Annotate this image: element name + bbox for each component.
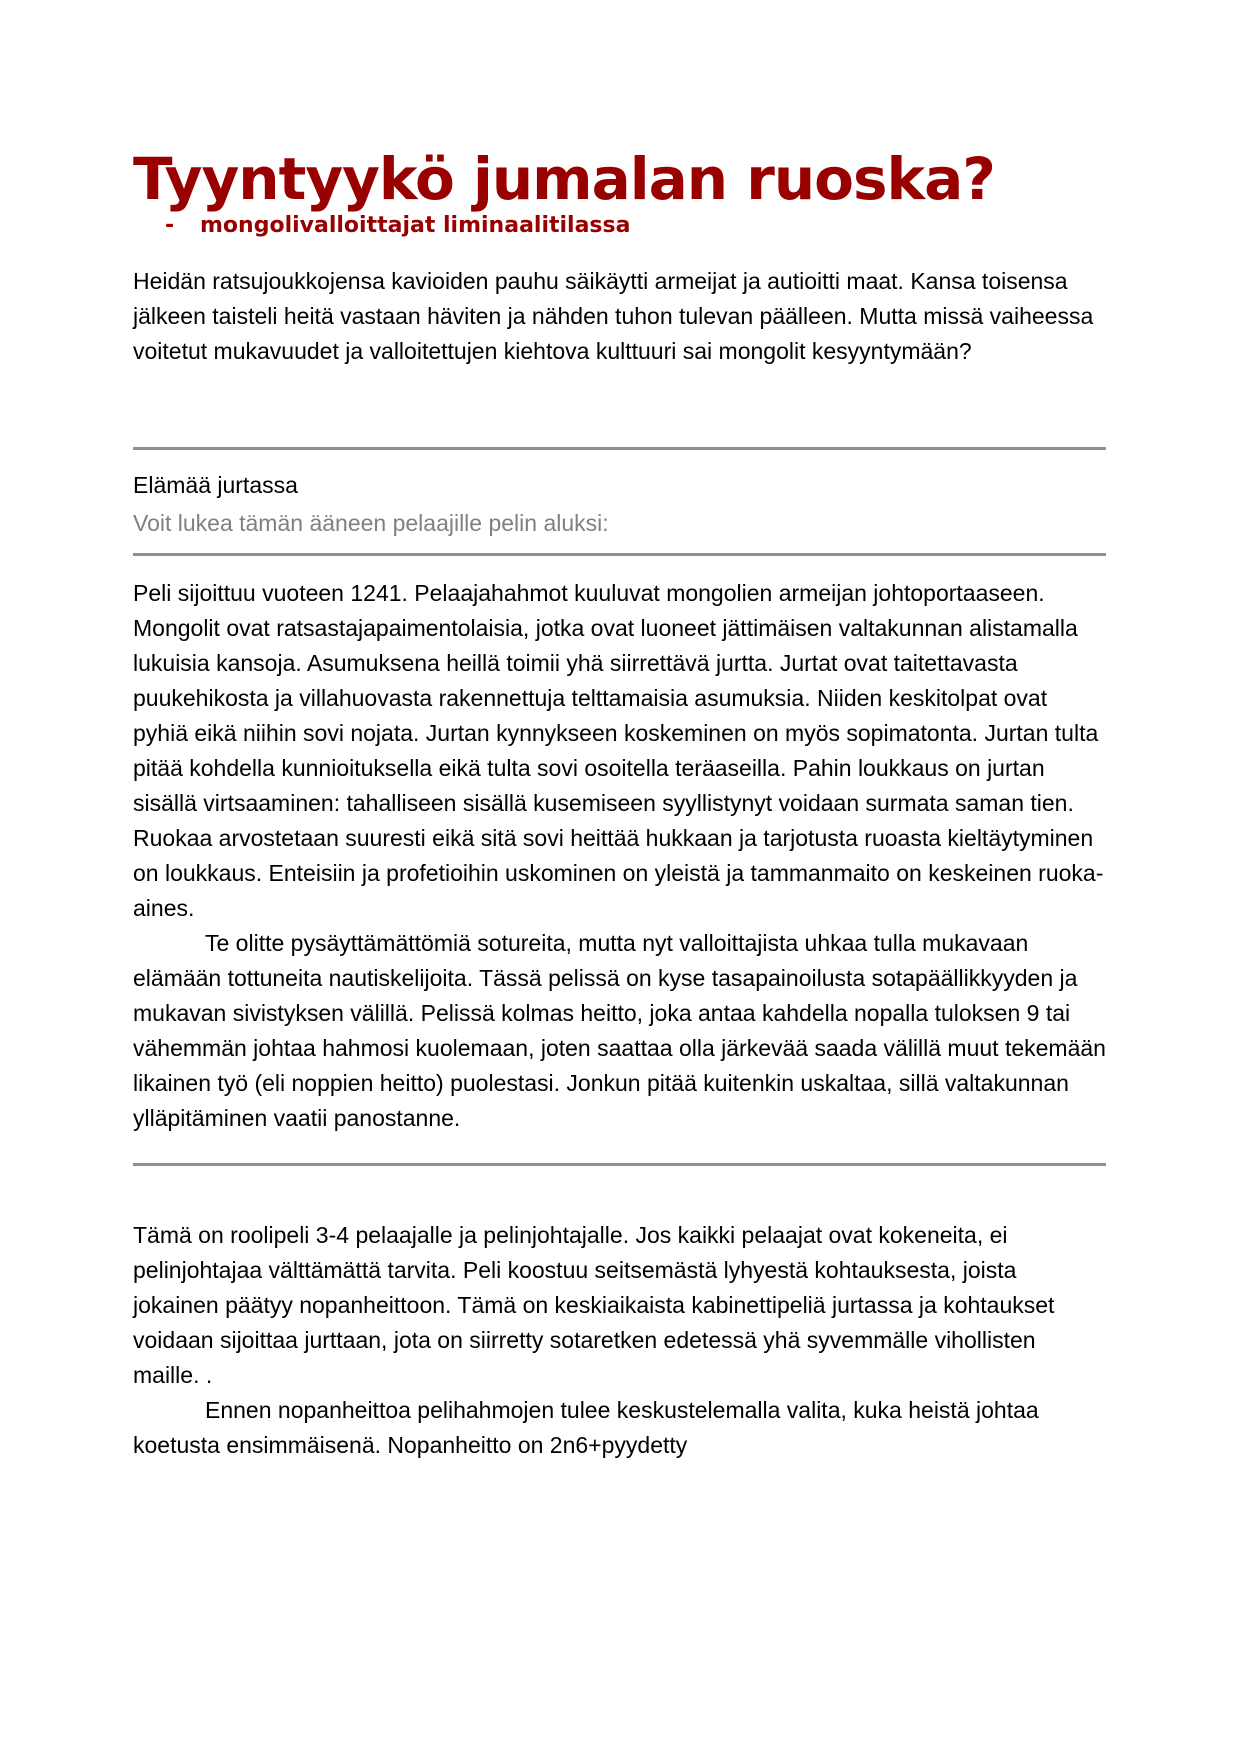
- section-divider-top: [133, 447, 1106, 450]
- document-title: Tyyntyykö jumalan ruoska?: [133, 145, 995, 213]
- document-subtitle: [133, 212, 1106, 240]
- subtitle-dash: -: [165, 213, 175, 238]
- outro-paragraph-1: Tämä on roolipeli 3-4 pelaajalle ja pelinjohtajalle. Jos kaikki pelaajat ovat kokeneita, ei pelinjohtajaa välttämättä tarvita. Peli koostuu seitsemästä lyhyestä kohtauksesta, joista jokainen päätyy nopanheittoon. Tämä on keskiaikaista kabinettipeliä jurtassa ja kohtaukset voidaan sijoittaa jurttaan, jota on siirretty sotaretken edetessä yhä syvemmälle vihollisten maille. .: [133, 1222, 1055, 1388]
- outro-paragraph-2: Ennen nopanheittoa pelihahmojen tulee keskustelemalla valita, kuka heistä johtaa koetusta ensimmäisenä. Nopanheitto on 2n6+pyydetty: [133, 1397, 1039, 1458]
- section-heading: Elämää jurtassa: [133, 472, 298, 498]
- read-aloud-paragraph-1: Peli sijoittuu vuoteen 1241. Pelaajahahmot kuuluvat mongolien armeijan johtoportaaseen. Mongolit ovat ratsastajapaimentolaisia, jotka ovat luoneet jättimäisen valtakunnan alistamalla lukuisia kansoja. Asumuksena heillä toimii yhä siirrettävä jurtta. Jurtat ovat taitettavasta puukehikosta ja villahuovasta rakennettuja telttamaisia asumuksia. Niiden keskitolpat ovat pyhiä eikä niihin sovi nojata. Jurtan kynnykseen koskeminen on myös sopimatonta. Jurtan tulta pitää kohdella kunnioituksella eikä tulta sovi osoitella teräaseilla. Pahin loukkaus on jurtan sisällä virtsaaminen: tahalliseen sisällä kusemiseen syyllistynyt voidaan surmata saman tien. Ruokaa arvostetaan suuresti eikä sitä sovi heittää hukkaan ja tarjotusta ruoasta kieltäytyminen on loukkaus. Enteisiin ja profetioihin uskominen on yleistä ja tammanmaito on keskeinen ruoka-aines.: [133, 580, 1104, 921]
- subtitle-text: mongolivalloittajat liminaalitilassa: [200, 213, 631, 238]
- read-aloud-note: Voit lukea tämän ääneen pelaajille pelin aluksi:: [133, 510, 609, 536]
- intro-paragraph: Heidän ratsujoukkojensa kavioiden pauhu säikäytti armeijat ja autioitti maat. Kansa toisensa jälkeen taisteli heitä vastaan häviten ja nähden tuhon tulevan päälleen. Mutta missä vaiheessa voitetut mukavuudet ja valloitettujen kiehtova kulttuuri sai mongolit kesyyntymään?: [133, 268, 1094, 364]
- section-divider-inner: [133, 553, 1106, 556]
- read-aloud-paragraph-2: Te olitte pysäyttämättömiä sotureita, mutta nyt valloittajista uhkaa tulla mukavaan elämään tottuneita nautiskelijoita. Tässä pelissä on kyse tasapainoilusta sotapäällikkyyden ja mukavan sivistyksen välillä. Pelissä kolmas heitto, joka antaa kahdella nopalla tuloksen 9 tai vähemmän johtaa hahmosi kuolemaan, joten saattaa olla järkevää saada välillä muut tekemään likainen työ (eli noppien heitto) puolestasi. Jonkun pitää kuitenkin uskaltaa, sillä valtakunnan ylläpitäminen vaatii panostanne.: [133, 930, 1106, 1131]
- section-divider-bottom: [133, 1163, 1106, 1166]
